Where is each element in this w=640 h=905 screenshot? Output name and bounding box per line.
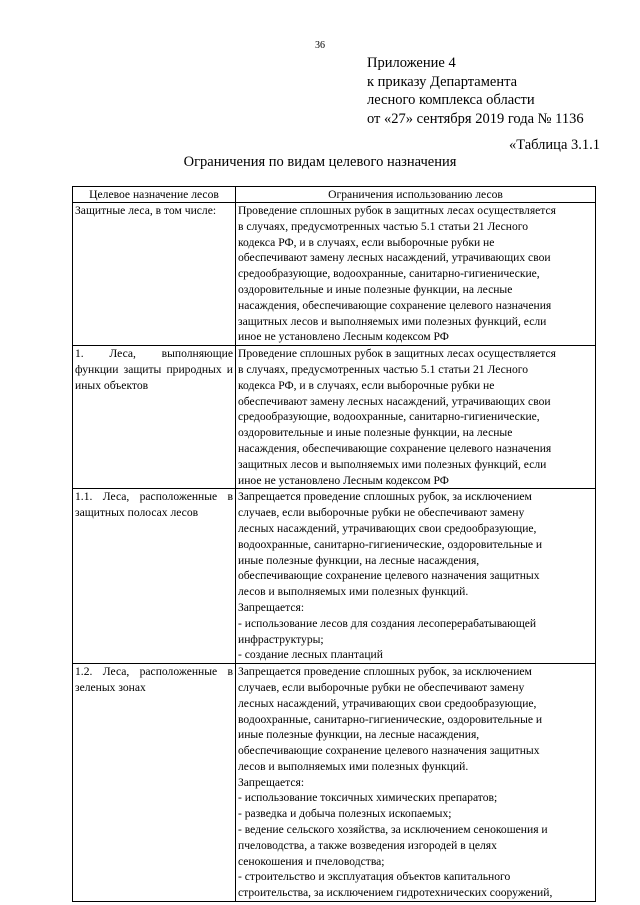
table-header-row — [73, 187, 596, 203]
appendix-line: от «27» сентября 2019 года № 1136 — [367, 110, 584, 127]
table-row — [73, 203, 596, 346]
restriction-line: строительства, за исключением гидротехнических сооружений, — [238, 886, 553, 900]
restrictions-cell — [236, 346, 596, 489]
restriction-line: случаев, если выборочные рубки не обеспечивают замену — [238, 506, 525, 520]
restriction-line: иное не установлено Лесным кодексом РФ — [238, 330, 449, 344]
page-number: 36 — [315, 40, 325, 51]
table-body — [73, 203, 596, 902]
table-reference: «Таблица 3.1.1 — [508, 137, 600, 153]
restriction-line: насаждения, обеспечивающие сохранение целевого назначения — [238, 298, 552, 312]
restriction-line: в случаях, предусмотренных частью 5.1 статьи 21 Лесного — [238, 362, 529, 376]
restriction-line: - строительство и эксплуатация объектов капитального — [238, 870, 511, 884]
restriction-line: средообразующие, водоохранные, санитарно-гигиенические, — [238, 267, 540, 281]
restriction-line: средообразующие, водоохранные, санитарно-гигиенические, — [238, 410, 540, 424]
appendix-line: лесного комплекса области — [367, 92, 535, 108]
restriction-line: инфраструктуры; — [238, 632, 324, 646]
restriction-line: обеспечивают замену лесных насаждений, утрачивающих свои — [238, 394, 551, 408]
restriction-line: - ведение сельского хозяйства, за исключением сенокошения и — [238, 823, 548, 837]
purpose-text: Защитные леса, в том числе: — [75, 204, 217, 217]
restriction-line: иные полезные функции, на лесные насаждения, — [238, 553, 480, 567]
table-row — [73, 489, 596, 664]
purpose-text: 1.2. Леса, расположенные в зеленых зонах — [75, 665, 233, 694]
table-row — [73, 664, 596, 902]
restriction-line: кодекса РФ, и в случаях, если выборочные рубки не — [238, 235, 495, 249]
restrictions-cell — [236, 203, 596, 346]
restriction-line: лесов и выполняемых ими полезных функций. — [238, 759, 469, 773]
restriction-line: в случаях, предусмотренных частью 5.1 статьи 21 Лесного — [238, 219, 529, 233]
restriction-line: водоохранные, санитарно-гигиенические, оздоровительные и — [238, 537, 543, 551]
purpose-cell — [73, 489, 236, 664]
restriction-line: лесных насаждений, утрачивающих свои средообразующие, — [238, 696, 537, 710]
restriction-line: - использование лесов для создания лесоперерабатывающей — [238, 616, 537, 630]
restriction-line: - разведка и добыча полезных ископаемых; — [238, 807, 452, 821]
appendix-header — [367, 54, 584, 128]
restrictions-cell — [236, 664, 596, 902]
restriction-line: обеспечивают замену лесных насаждений, утрачивающих свои — [238, 251, 551, 265]
restrictions-cell — [236, 489, 596, 664]
purpose-cell — [73, 664, 236, 902]
restriction-line: оздоровительные и иные полезные функции, на лесные — [238, 282, 513, 296]
column-header-purpose: Целевое назначение лесов — [73, 187, 236, 203]
column-header-restrictions: Ограничения использованию лесов — [236, 187, 596, 203]
restriction-line: случаев, если выборочные рубки не обеспечивают замену — [238, 680, 525, 694]
appendix-line: Приложение 4 — [367, 55, 456, 71]
restriction-line: Запрещается проведение сплошных рубок, за исключением — [238, 490, 532, 504]
restriction-line: водоохранные, санитарно-гигиенические, оздоровительные и — [238, 712, 543, 726]
restriction-line: иное не установлено Лесным кодексом РФ — [238, 473, 449, 487]
restriction-line: иные полезные функции, на лесные насаждения, — [238, 728, 480, 742]
restriction-line: сенокошения и пчеловодства; — [238, 854, 385, 868]
restriction-line: лесных насаждений, утрачивающих свои средообразующие, — [238, 521, 537, 535]
restriction-line: обеспечивающие сохранение целевого назначения защитных — [238, 569, 540, 583]
restriction-line: оздоровительные и иные полезные функции, на лесные — [238, 426, 513, 440]
restriction-line: обеспечивающие сохранение целевого назначения защитных — [238, 744, 540, 758]
restriction-line: лесов и выполняемых ими полезных функций. — [238, 585, 469, 599]
purpose-text: 1.1. Леса, расположенные в защитных полосах лесов — [75, 490, 233, 520]
restriction-line: пчеловодства, а также возведения изгородей в целях — [238, 838, 497, 852]
restriction-line: Проведение сплошных рубок в защитных лесах осуществляется — [238, 347, 556, 361]
restriction-line: - использование токсичных химических препаратов; — [238, 791, 498, 805]
restriction-line: кодекса РФ, и в случаях, если выборочные рубки не — [238, 378, 495, 392]
table-row — [73, 346, 596, 489]
restrictions-table — [72, 186, 596, 902]
appendix-line: к приказу Департамента — [367, 73, 518, 90]
purpose-cell — [73, 203, 236, 346]
purpose-cell — [73, 346, 236, 489]
restriction-line: насаждения, обеспечивающие сохранение целевого назначения — [238, 441, 552, 455]
restriction-line: Запрещается: — [238, 600, 305, 614]
restriction-line: защитных лесов и выполняемых ими полезных функций, если — [238, 314, 547, 328]
restriction-line: - создание лесных плантаций — [238, 648, 383, 662]
purpose-text: 1. Леса, выполняющие функции защиты природных и иных объектов — [75, 347, 233, 392]
restriction-line: Запрещается: — [238, 775, 305, 789]
restriction-line: защитных лесов и выполняемых ими полезных функций, если — [238, 457, 547, 471]
table-title: Ограничения по видам целевого назначения — [183, 154, 457, 170]
restriction-line: Проведение сплошных рубок в защитных лесах осуществляется — [238, 204, 556, 217]
restriction-line: Запрещается проведение сплошных рубок, за исключением — [238, 665, 532, 679]
